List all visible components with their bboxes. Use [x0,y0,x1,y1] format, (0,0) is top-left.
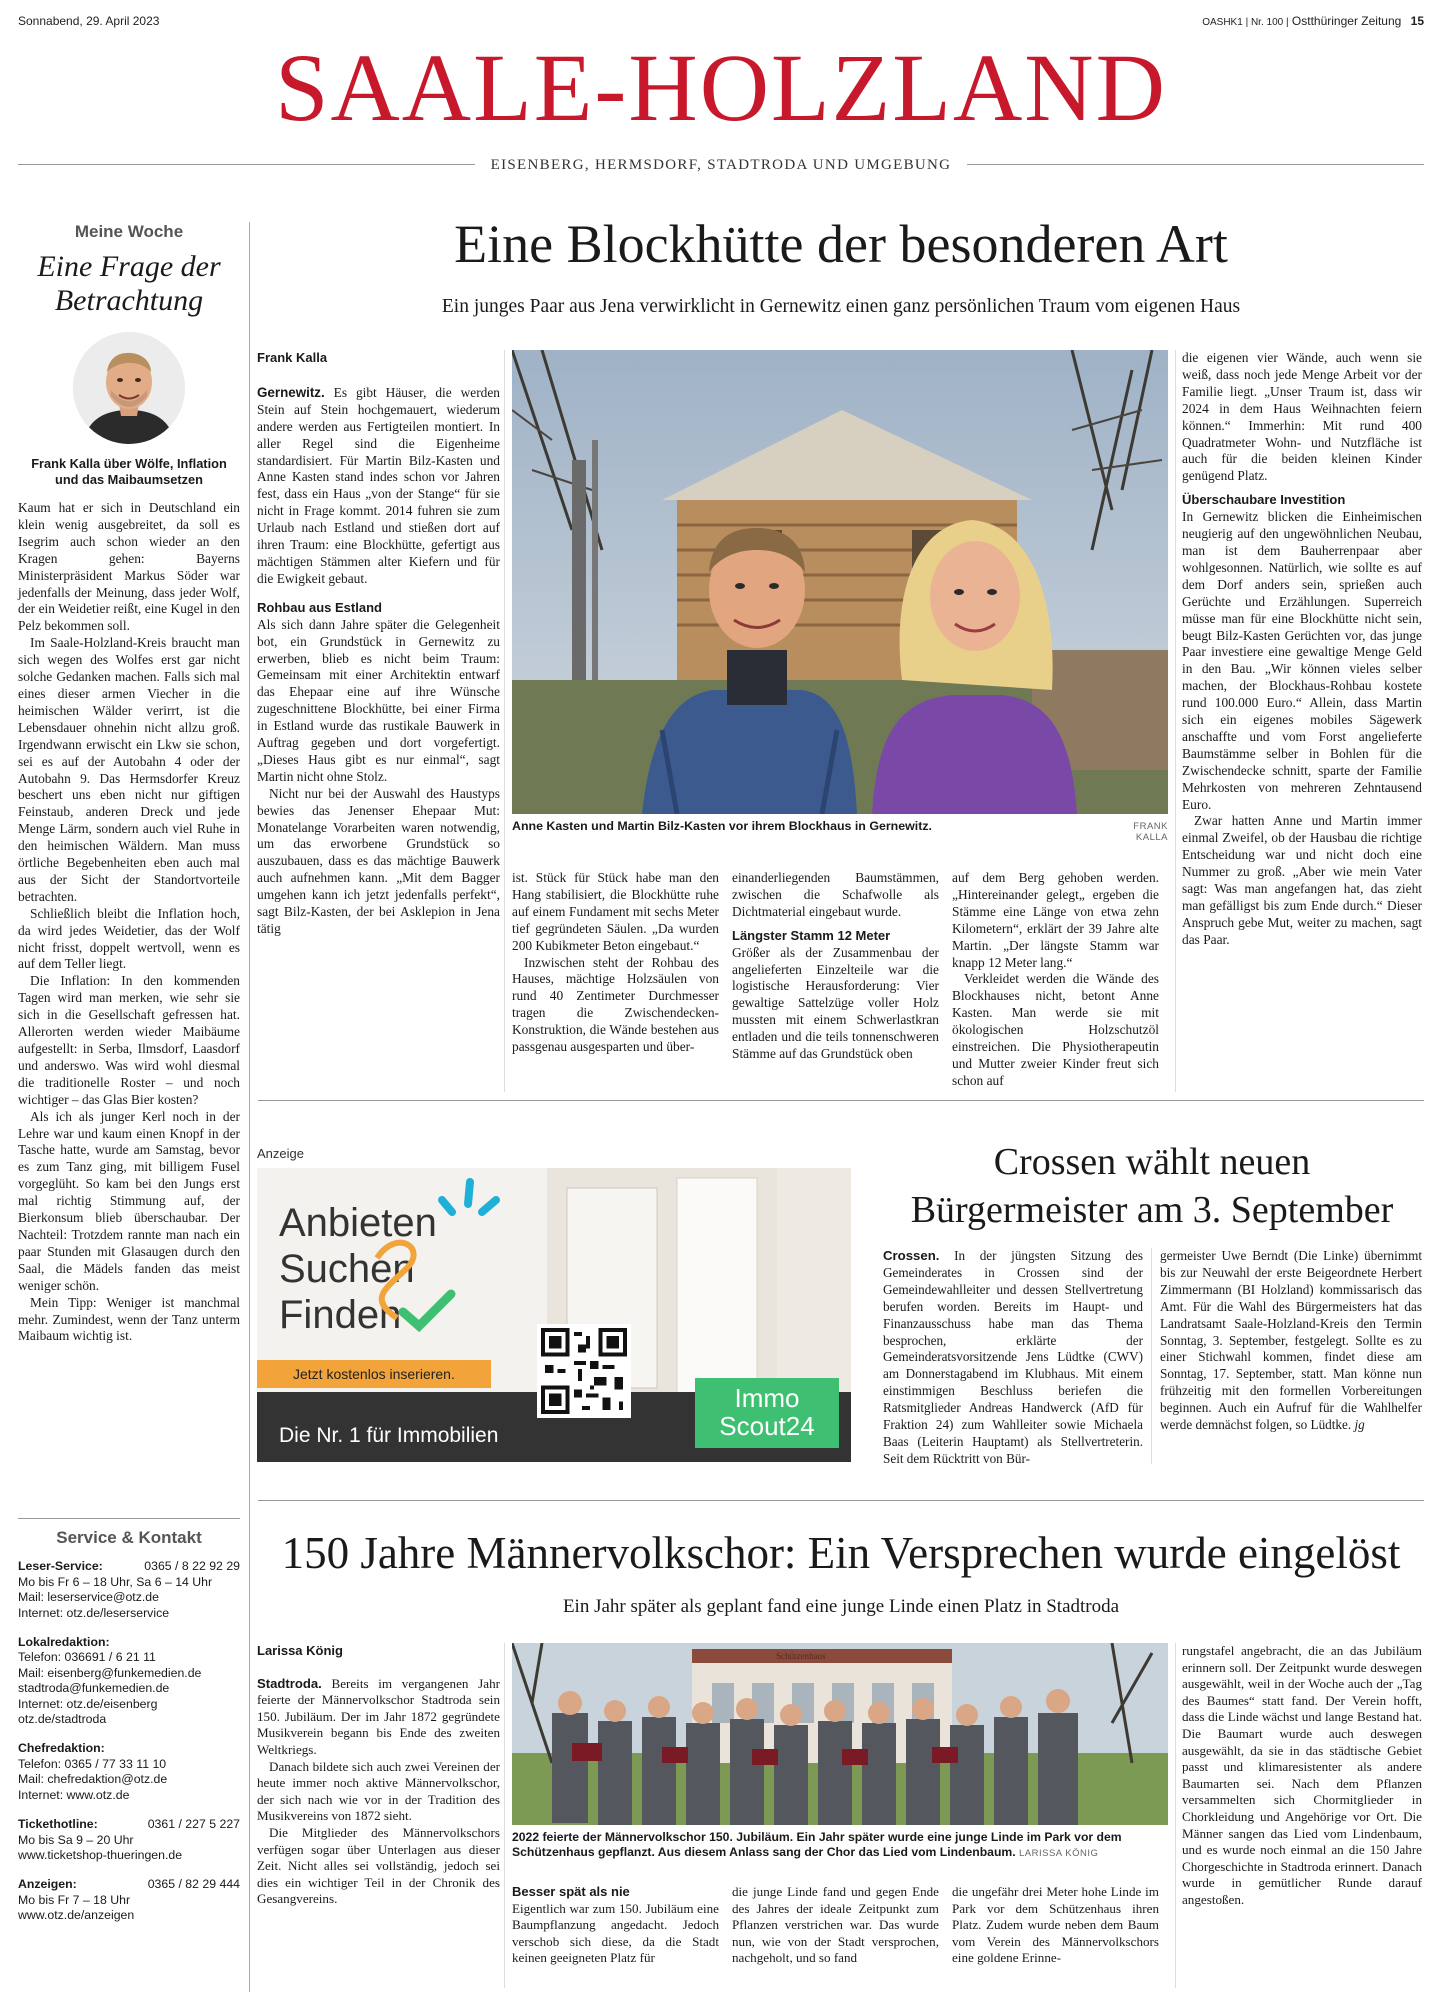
service-link[interactable]: stadtroda@funkemedien.de [18,1681,170,1696]
lead-paragraph: Inzwischen steht der Rohbau des Hauses, mächtige Holzsäulen von rund 40 Zentimeter Durchmesser tragen die Zwischendecken-Konstruktion, die Wände bestehen aus passgenau ausgesparten und über- [512,954,719,1055]
column-divider [249,222,250,1992]
service-rule [18,1518,240,1519]
choir-paragraph: rungstafel angebracht, die an das Jubiläum erinnern soll. Der Zeitpunkt wurde deswegen ausgewählt, weil in der Woche auch der „Tag des Baumes“ statt fand. Der Verein hofft, dass die Linde wächst und lange Bestand hat. Die Baumart wurde auch deswegen ausgewählt, da sie in das städtische Gebiet passt und klimaresistenter als andere Baumarten sei. Nach dem Pflanzen versammelten sich Chormitglieder in Chorkleidung und Angehörige vor Ort. Die Männer sangen das Lied vom Lindenbaum, und es wurde noch einmal an die 150 Jahre Chorgeschichte in Stadtroda erinnert. Danach wurde in gemütlicher Runde darauf angestoßen. [1182,1643,1422,1907]
lead-paragraph: Als sich dann Jahre später die Gelegenheit bot, ein Grundstück in Gernewitz zu erwerben, blieb es nicht beim Traum: Gemeinsam mit einer Architektin entwarf das Ehepaar eine auf ihre Wünsche zugeschnittene Blockhütte, bei einer Firma in Estland wurde das rustikale Bauwerk in Auftrag gegeben und dort vorgefertigt. „Dieses Haus gibt es nur einmal“, sagt Martin nicht ohne Stolz. [257,616,500,784]
choir-divider-1 [504,1643,505,1988]
service-line: Mo bis Fr 7 – 18 Uhr [18,1892,131,1907]
crossen-paragraph [1160,1248,1422,1434]
masthead-title: SAALE-HOLZLAND [275,34,1167,141]
service-label: Anzeigen: [18,1877,77,1892]
crossen-headline-line-1: Crossen wählt neuen [993,1141,1311,1183]
lead-subhead-5: Überschaubare Investition [1182,492,1346,508]
crossen-dateline: Crossen. [883,1248,940,1263]
column-paragraph: Als ich als junger Kerl noch in der Lehre war und kaum einen Knopf in der Tasche hatte, wurde am Samstag, bevor es zum Tanz ging, mit billigem Fusel vorgeglüht. So kam bei den Jungs erst mal richtig Stimmung auf, der Bierkonsum blieb überschaubar. Der Nachteil: Trotzdem rannte man nach ein paar Stunden mit Glasaugen durch den Saal, die Mädels fanden das meist weniger schön. [18,1108,240,1293]
lead-subheadline: Ein junges Paar aus Jena verwirklicht in Gernewitz einen ganz persönlichen Traum vom eigenen Haus [441,296,1241,317]
service-link[interactable]: otz.de/stadtroda [18,1712,107,1727]
ad-line-1: Anbieten [279,1201,437,1245]
lead-paragraph: auf dem Berg gehoben werden. „Hintereinander gelegt„ ergeben die Stämme eine Länge von etwa zehn Kilometern“, erklärt der 39 Jahre alte Martin. „Der längste Stamm war knapp 12 Meter lang.“ [952,870,1159,970]
lead-paragraph: Zwar hatten Anne und Martin immer einmal Zweifel, ob der Hausbau die richtige Entscheidung war und nicht doch eine Nummer zu groß. „Aber wie mein Vater sagt: Was man angefangen hat, das zieht man gefälligst bis zum Ende durch.“ Dieser Anspruch gebe Mut, weiter zu machen, sagt das Paar. [1182,813,1422,947]
crossen-paragraph-text: germeister Uwe Berndt (Die Linke) übernimmt bis zur Neuwahl der erste Beigeordnete Herbert Zimmermann (BI Holzland) kommissarisch das Amt. Für die Wahl des Bürgermeisters hat das Landratsamt Saale-Holzland-Kreis den Termin Sonntag, 3. September, festgelegt. Sollte es zu einer Stichwahl kommen, findet diese am Sonntag, 17. September, statt. Man könne nun frühzeitig mit den formellen Vorbereitungen beginnen. Auch ein Aufruf für die Wahlhelfer werde demnächst folgen, so Lüdtke. [1160,1248,1422,1433]
choir-photo [512,1643,1168,1825]
issue-info [1202,14,1424,28]
masthead-subtitle-wrap [0,156,1442,174]
service-group [18,1741,240,1803]
ad-brand-1: Immo [734,1383,800,1413]
choir-credit: LARISSA KÖNIG [1019,1848,1099,1859]
service-label: Chefredaktion: [18,1741,105,1756]
lead-subhead-1: Rohbau aus Estland [257,599,382,615]
column-paragraph: Die Inflation: In den kommenden Tagen wird man merken, wie sehr sie sich in die Gesellschaft gefressen hat. Allerorten werden wieder Maibäume aufgestellt: in Serba, Ilmsdorf, Laasdorf und anderswo. Was wird wohl diesmal die traditionelle Roster – und noch wichtiger – das Glas Bier kosten? [18,973,240,1107]
service-link[interactable]: Mail: chefredaktion@otz.de [18,1772,168,1787]
service-groups [18,1559,240,1923]
lead-paragraph: Größer als der Zusammenbau der angelieferten Einzelteile war die logistische Herausforderung: Vier gewaltige Sattelzüge voller Holz mussten mit einem Schwerlastkran entladen und die teils tonnenschweren Stämme auf das Grundstück oben [732,944,939,1062]
column-meine-woche [18,222,240,1345]
author-avatar [73,332,185,444]
choir-caption [512,1830,1168,1861]
service-line: Mo bis Sa 9 – 20 Uhr [18,1832,134,1847]
section-rule-2 [258,1500,1424,1501]
lead-paragraph-text: Es gibt Häuser, die werden Stein auf Stein hochgemauert, wiederum andere werden aus Fertigteilen montiert. In aller Regel sind die Eigenheime standardisiert. Für Martin Bilz-Kasten und Anne Kasten stand indes schon vor Jahren fest, dass ein Haus „von der Stange“ für sie nicht in Frage kommt. 2014 fuhren sie zum Urlaub nach Estland und stießen dort auf ihren Traum: eine Blockhütte, gefertigt aus mächtigen Stämmen alter Kiefern und für die Ewigkeit gebaut. [257,384,500,586]
immoscout-logo[interactable] [695,1378,839,1448]
lead-divider-1 [504,350,505,1092]
choir-byline: Larissa König [257,1643,343,1658]
lead-divider-5 [1175,350,1176,1092]
crossen-signature: jg [1354,1417,1365,1433]
lead-paragraph: Nicht nur bei der Auswahl des Haustyps bewies das Jenenser Ehepaar Mut: Monatelange Vorarbeiten waren notwendig, um das erworbene Grundstück so auszubauen, dass es das mächtige Bauwerk auch aufnehmen kann. „Mit dem Bagger umgehen kann ich jetzt jedenfalls perfekt“, sagt Bilz-Kasten, der bei Asklepion in Jena tätig [257,785,500,936]
service-label-value: 0365 / 8 22 92 29 [144,1559,240,1574]
choir-paragraph: Danach bildete sich auch zwei Vereinen der heute immer noch aktive Männervolkschor, der sich nach wie vor in der Tradition des Musikvereins von 1872 sieht. [257,1758,500,1824]
service-group-header [18,1635,240,1650]
paper-name: Ostthüringer Zeitung [1291,14,1402,28]
lead-paragraph: ist. Stück für Stück habe man den Hang stabilisiert, die Blockhütte ruhe auf einem Fundament mit sechs Meter tief gegründeten Säulen. „Da wurden 200 Kubikmeter Beton eingebaut.“ [512,870,719,953]
service-group [18,1559,240,1621]
column-body [18,500,240,1345]
lead-dateline: Gernewitz. [257,384,325,400]
lead-credit: FRANK KALLA [1133,821,1168,843]
column-paragraph: Im Saale-Holzland-Kreis braucht man sich wegen des Wolfes erst gar nicht solche Gedanken machen. Falls sich mal eines dieser armen Viecher in die heimischen Wälder verirrt, ist die Lebensdauer ohnehin nicht allzu groß. Irgendwann erwischt ein Lkw sie schon, sei es auf der Autobahn 4 oder der Autobahn 9. Das Hermsdorfer Kreuz beschert uns eben nicht nur giftigen Feinstaub, anderen Dreck und jede Menge Lärm, sondern auch viel Ruhe in den heimischen Wäldern. Man muss örtliche Begebenheiten eben auch mal aus der Sicht der Standortvorteile betrachten. [18,635,240,904]
lead-col-2 [512,870,719,1056]
choir-paragraph: Eigentlich war zum 150. Jubiläum eine Baumpflanzung angedacht. Jedoch verschob sich diese, da die Stadt keinen geeigneten Platz für [512,1900,719,1966]
service-line: Telefon: 036691 / 6 21 11 [18,1650,156,1665]
service-label: Lokalredaktion: [18,1635,110,1650]
choir-paragraph [257,1676,500,1759]
service-link[interactable]: Mail: leserservice@otz.de [18,1590,159,1605]
choir-subheadline: Ein Jahr später als geplant fand eine junge Linde einen Platz in Stadtroda [562,1596,1120,1617]
choir-col-5 [1182,1643,1422,1909]
lead-byline: Frank Kalla [257,350,328,365]
choir-col-2 [512,1884,719,1967]
service-group [18,1635,240,1727]
section-rule-1 [258,1100,1424,1101]
ad-check-icon [397,1288,457,1332]
choir-paragraph-text: Bereits im vergangenen Jahr feierte der Männervolkschor Stadtroda sein 150. Jubiläum. Der im Jahr 1872 gegründete Musikverein begann bis Ende des zweiten Weltkriegs. [257,1675,500,1757]
lead-col-4 [952,870,1159,1090]
ad-line-3: Finden [279,1293,402,1337]
lead-paragraph: Verkleidet werden die Wände des Blockhauses nicht, betont Anne Kasten. Man werde sie mit ökologischen Holzschutzöl einstreichen. Die Physiotherapeutin und Mutter zweier Kinder freut sich schon auf [952,971,1159,1088]
crossen-col-1 [883,1248,1143,1468]
ad-cta[interactable]: Jetzt kostenlos inserieren. [257,1360,491,1388]
immoscout-ad[interactable] [257,1168,851,1462]
column-paragraph: Schließlich bleibt die Inflation hoch, da wird jedes Weidetier, das der Wolf nicht frisst, doppelt wertvoll, wenn es auf dem Teller liegt. [18,905,240,972]
choir-caption-text: 2022 feierte der Männervolkschor 150. Jubiläum. Ein Jahr später wurde eine junge Linde im Park vor dem Schützenhaus gepflanzt. Aus diesem Anlass sang der Chor das Lied vom Lindenbaum. [512,1830,1122,1859]
service-group-header [18,1877,240,1892]
service-label-value: 0361 / 227 5 227 [147,1817,240,1832]
crossen-col-2 [1160,1248,1422,1434]
choir-paragraph: die ungefähr drei Meter hohe Linde im Park vor dem Schützenhaus ihren Platz. Zudem wurde neben dem Baum vom Verein des Männervolkschors eine goldene Erinne- [952,1884,1159,1966]
ad-brand-2: Scout24 [719,1411,815,1441]
column-kicker: Meine Woche [74,222,184,241]
crossen-paragraph-text: In der jüngsten Sitzung des Gemeinderates in Crossen sind der Gemeindewahlleiter und dessen Stellvertretung berufen worden. Bereits im Haupt- und Finanzausschuss habe man das Thema besprochen, erklärte der Gemeinderatsvorsitzende Jens Lüdtke (CWV) am Donnerstagabend im Klubhaus. Mit einem einstimmigen Beschluss beriefen die Ratsmitglieder Andreas Handwerck (AfD für Fraktion 24) zum Wahlleiter sowie Michaela Baas (Leiterin Hauptamt) als Stellvertreterin. Seit dem Rücktritt von Bür- [883,1248,1144,1466]
service-link[interactable]: Internet: otz.de/eisenberg [18,1696,158,1711]
column-paragraph: Mein Tipp: Weniger ist manchmal mehr. Zumindest, wenn der Tanz unterm Maibaum wichtig ist. [18,1294,240,1344]
service-line: Telefon: 0365 / 77 33 11 10 [18,1756,167,1771]
crossen-headline-line-2: Bürgermeister am 3. September [910,1189,1394,1231]
choir-building-sign: Schützenhaus [776,1651,826,1661]
lead-subhead-3: Längster Stamm 12 Meter [732,927,891,943]
choir-dateline: Stadtroda. [257,1675,322,1691]
service-group-header [18,1817,240,1832]
lead-paragraph [257,385,500,588]
choir-col-3 [732,1884,939,1967]
author-caption: Frank Kalla über Wölfe, Inflation und das Maibaumsetzen [31,456,227,487]
crossen-divider [1151,1248,1152,1464]
crossen-paragraph [883,1248,1143,1468]
service-link[interactable]: www.ticketshop-thueringen.de [18,1847,183,1862]
ad-qr-code[interactable] [537,1324,631,1418]
issue-date: Sonnabend, 29. April 2023 [18,14,160,28]
lead-caption: Anne Kasten und Martin Bilz-Kasten vor ihrem Blockhaus in Gernewitz. [512,819,932,833]
choir-col-1 [257,1643,500,1908]
service-link[interactable]: Internet: otz.de/leserservice [18,1605,170,1620]
lead-paragraph: die eigenen vier Wände, auch wenn sie weiß, dass noch jede Menge Arbeit vor der Familie liegt. „Unser Traum ist, dass wir 2024 in dem Haus Weihnachten feiern können.“ Immerhin: Mit rund 400 Quadratmeter Wohn- und Nutzfläche ist auch für die beiden kleinen Kinder genügend Platz. [1182,350,1422,484]
choir-divider-5 [1175,1643,1176,1988]
service-line: Mo bis Fr 6 – 18 Uhr, Sa 6 – 14 Uhr [18,1574,213,1589]
masthead-subtitle: EISENBERG, HERMSDORF, STADTRODA UND UMGEBUNG [475,157,968,173]
service-title: Service & Kontakt [56,1528,202,1547]
service-group [18,1877,240,1923]
service-group-header [18,1559,240,1574]
page-number: 15 [1410,14,1424,28]
lead-paragraph: einanderliegenden Baumstämmen, zwischen die Schafwolle als Dichtmaterial eingebaut wurde. [732,870,939,919]
ad-tagline: Die Nr. 1 für Immobilien [279,1424,499,1447]
ad-line-2: Suchen [279,1247,415,1291]
service-label: Leser-Service: [18,1559,103,1574]
service-label-value: 0365 / 82 29 444 [147,1877,240,1892]
service-group [18,1817,240,1863]
ad-sparkle-icon [432,1172,502,1232]
column-title: Eine Frage der Betrachtung [37,250,221,317]
choir-col-4 [952,1884,1159,1967]
lead-col-1 [257,350,500,938]
service-link[interactable]: Mail: eisenberg@funkemedien.de [18,1665,202,1680]
lead-col-5 [1182,350,1422,949]
service-group-header [18,1741,240,1756]
lead-col-3 [732,870,939,1063]
lead-photo [512,350,1168,814]
service-link[interactable]: Internet: www.otz.de [18,1787,130,1802]
edition-code: OASHK1 | Nr. 100 | [1202,17,1289,28]
lead-headline: Eine Blockhütte der besonderen Art [454,214,1228,274]
crossen-headline [880,1138,1424,1234]
column-paragraph: Kaum hat er sich in Deutschland ein klein wenig ausgebreitet, da soll es Isegrim auch schon wieder an den Kragen gehen: Bayerns Ministerpräsident Markus Söder war jedenfalls der Meinung, dass jeder Wolf, der ein Weidetier reißt, eine Kugel in den Pelz bekommen soll. [18,500,240,634]
choir-subhead-2: Besser spät als nie [512,1884,630,1899]
lead-paragraph: In Gernewitz blicken die Einheimischen neugierig auf den ungewöhnlichen Neubau, man ist dem Bauherrenpaar aber wohlgesonnen. Natürlich, wie sollte es auf dem Dorf anders sein, sprießen auch Gerüchte und Erzählungen. Superreich müsse man für eine Blockhütte nicht sein, beugt Bilz-Kasten Gerüchten vor, das junge Paar investiere eine gewaltige Menge Geld in den Bau. „Wir können vieles selber machen, der Blockhaus-Rohbau kostete rund 100.000 Euro.“ Allein, dass Martin sich ein eigenes mobiles Sägewerk anschaffte und vom Forst angelieferte Baumstämme selber in Bohlen für die Zwischendecke schnitt, sparte der Familie Mehrkosten von mehreren Zehntausend Euro. [1182,509,1422,812]
choir-paragraph: die junge Linde fand und gegen Ende des Jahres der ideale Zeitpunkt zum Pflanzen verstrichen war. Das wurde nun, wie von der Stadt versprochen, nachgeholt, und so fand [732,1884,939,1966]
choir-headline: 150 Jahre Männervolkschor: Ein Versprechen wurde eingelöst [281,1528,1401,1578]
service-label: Tickethotline: [18,1817,98,1832]
service-box [18,1530,240,1938]
ad-label: Anzeige [257,1146,304,1161]
choir-paragraph: Die Mitglieder des Männervolkschors verfügen sogar über Unterlagen aus dieser Zeit. Nicht alles sei vollständig, jedoch sei dies ein wichtiger Teil in der Chronik des Gesangvereins. [257,1824,500,1907]
service-link[interactable]: www.otz.de/anzeigen [18,1908,135,1923]
